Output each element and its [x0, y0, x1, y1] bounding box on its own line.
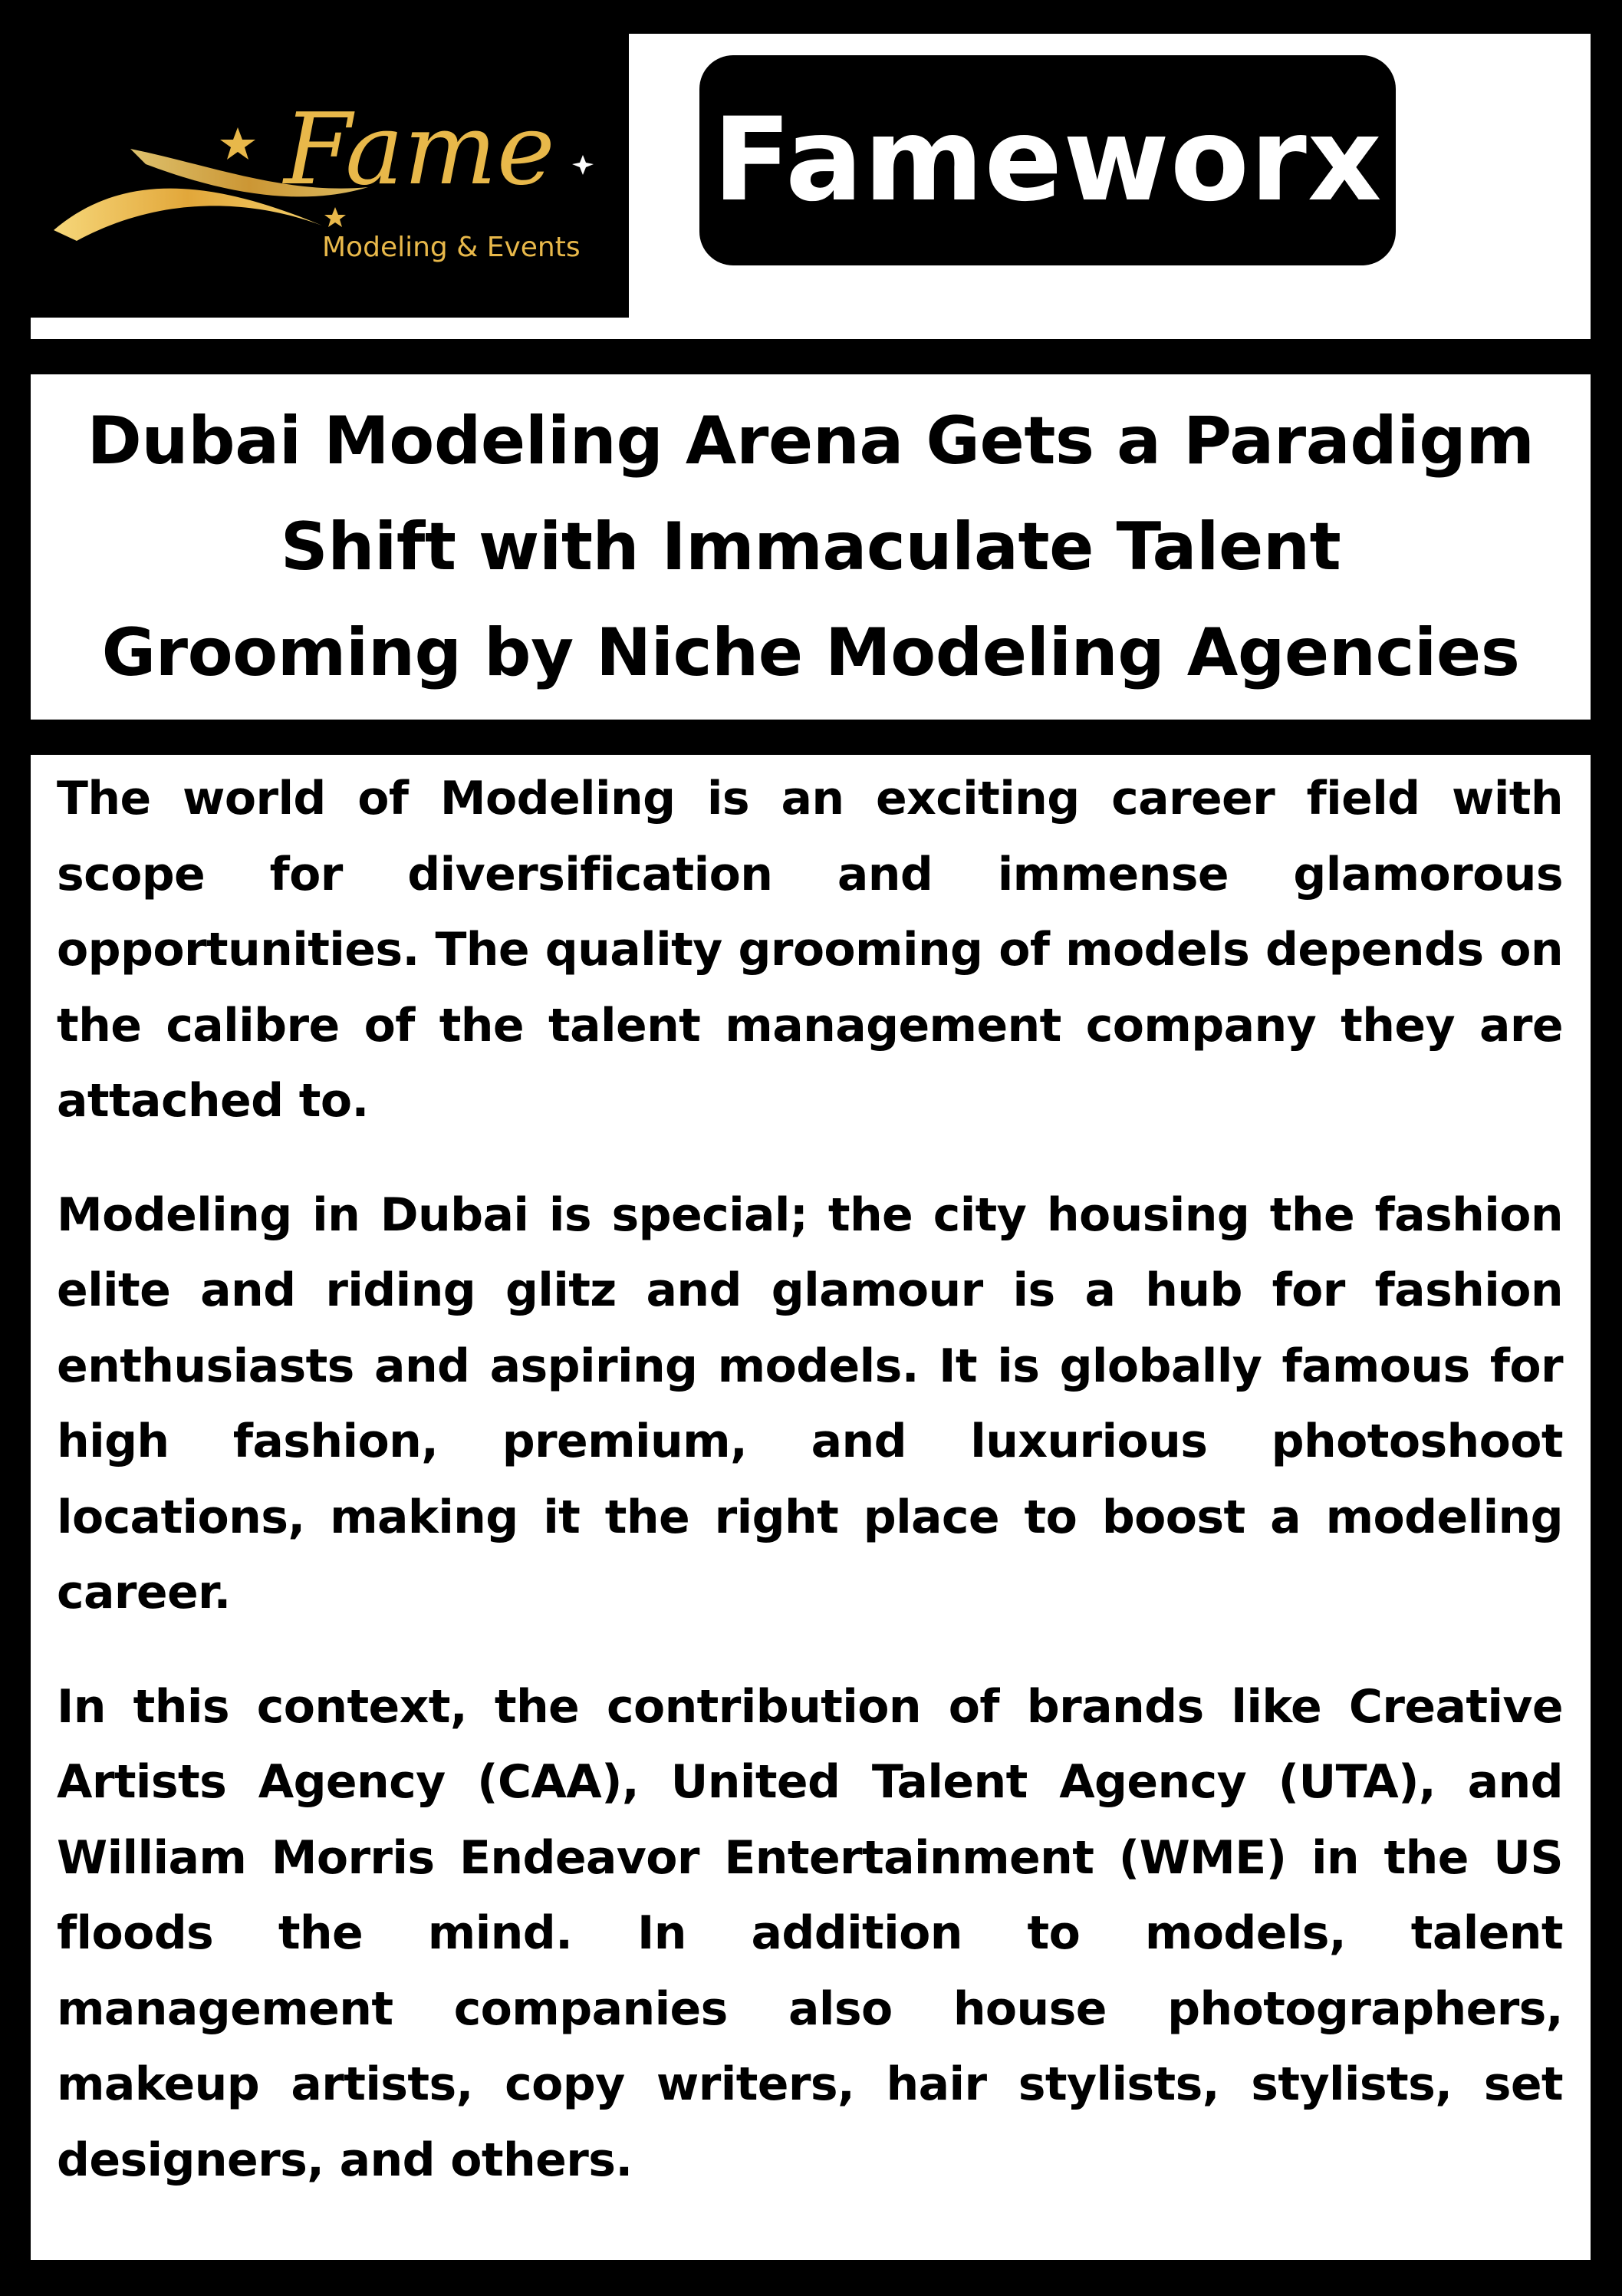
title-line: Grooming by Niche Modeling Agencies: [101, 614, 1520, 691]
title-line: Shift with Immaculate Talent: [280, 509, 1341, 585]
title-line: Dubai Modeling Arena Gets a Paradigm: [87, 403, 1535, 479]
page-title: [87, 388, 1535, 706]
logo: [31, 34, 629, 318]
paragraph: In this context, the contribution of brands like Creative Artists Agency (CAA), United Talent Agency (UTA), and William Morris Endeavor Entertainment (WME) in the US floods the mind. In addition to models, talent management companies also house photographers, makeup artists, copy writers, hair stylists, stylists, set designers, and others.: [57, 1679, 1563, 2187]
logo-subtitle: Modeling & Events: [322, 232, 581, 263]
paragraph: The world of Modeling is an exciting career field with scope for diversification and immense glamorous opportunities. The quality grooming of models depends on the calibre of the talent management company they are attached to.: [57, 772, 1563, 1128]
article-body: [31, 755, 1591, 2260]
logo-script-text: Fame: [284, 93, 555, 207]
brand-name: Fameworx: [712, 94, 1383, 227]
brand-badge: [699, 55, 1396, 265]
paragraph: Modeling in Dubai is special; the city housing the fashion elite and riding glitz and glamour is a hub for fashion enthusiasts and aspiring models. It is globally famous for high fashion, premium, and luxurious photoshoot locations, making it the right place to boost a modeling career.: [57, 1188, 1563, 1619]
title-panel: [31, 374, 1591, 720]
